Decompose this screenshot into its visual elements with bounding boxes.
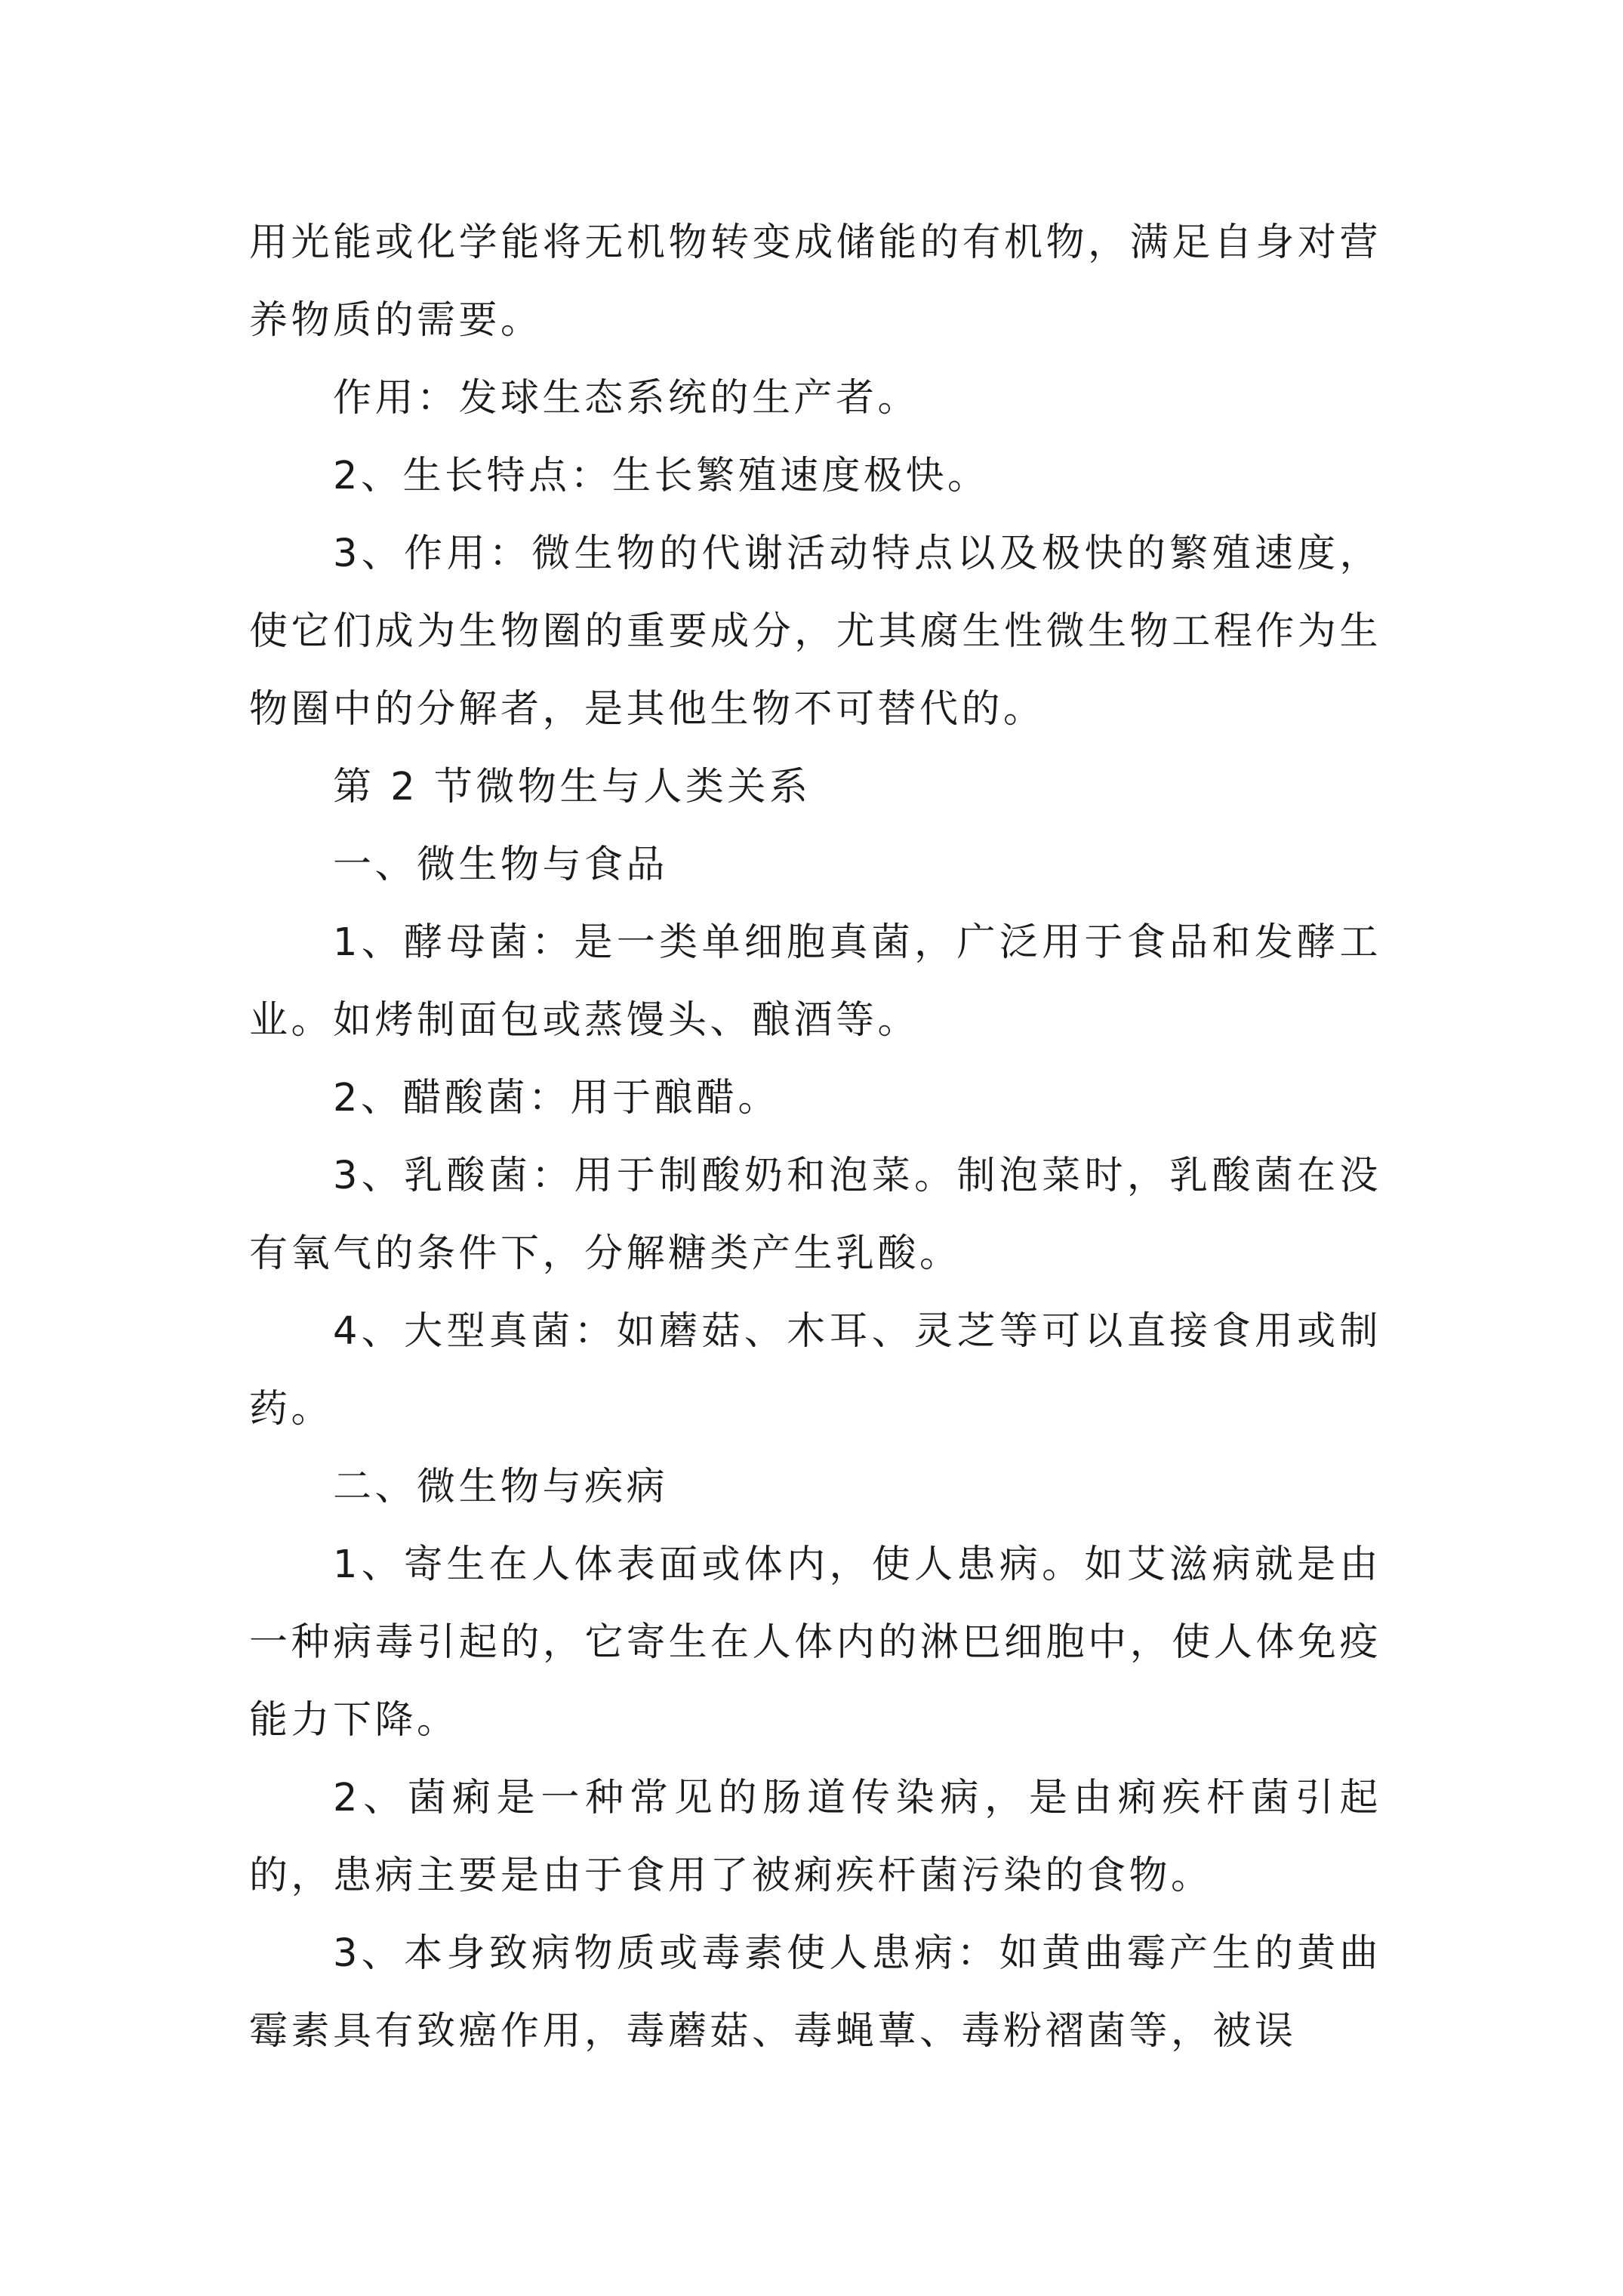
- paragraph-fungi: 4、大型真菌：如蘑菇、木耳、灵芝等可以直接食用或制药。: [249, 1309, 1381, 1432]
- paragraph-2: 作用：发球生态系统的生产者。: [333, 376, 920, 421]
- paragraph-4: 3、作用：微生物的代谢活动特点以及极快的繁殖速度，使它们成为生物圈的重要成分，尤其腐生性微生物工程作为生物圈中的分解者，是其他生物不可替代的。: [249, 532, 1381, 732]
- paragraph-yeast: 1、酵母菌：是一类单细胞真菌，广泛用于食品和发酵工业。如烤制面包或蒸馒头、酿酒等。: [249, 920, 1381, 1043]
- paragraph-toxins: 3、本身致病物质或毒素使人患病：如黄曲霉产生的黄曲霉素具有致癌作用，毒蘑菇、毒蝇蕈、毒粉褶菌等，被误: [249, 1931, 1381, 2054]
- subheading-food: 一、微生物与食品: [333, 843, 669, 887]
- paragraph-3: 2、生长特点：生长繁殖速度极快。: [333, 454, 990, 498]
- section-heading-2: 第 2 节微物生与人类关系: [333, 765, 812, 809]
- paragraph-acetic: 2、醋酸菌：用于酿醋。: [333, 1076, 780, 1120]
- paragraph-dysentery: 2、菌痢是一种常见的肠道传染病，是由痢疾杆菌引起的，患病主要是由于食用了被痢疾杆菌污染的食物。: [249, 1776, 1381, 1898]
- document-body: [249, 204, 1381, 2070]
- paragraph-1: 用光能或化学能将无机物转变成储能的有机物，满足自身对营养物质的需要。: [249, 220, 1381, 343]
- paragraph-lactic: 3、乳酸菌：用于制酸奶和泡菜。制泡菜时，乳酸菌在没有氧气的条件下，分解糖类产生乳酸。: [249, 1154, 1381, 1276]
- subheading-disease: 二、微生物与疾病: [333, 1465, 669, 1509]
- paragraph-parasite: 1、寄生在人体表面或体内，使人患病。如艾滋病就是由一种病毒引起的，它寄生在人体内的淋巴细胞中，使人体免疫能力下降。: [249, 1542, 1381, 1743]
